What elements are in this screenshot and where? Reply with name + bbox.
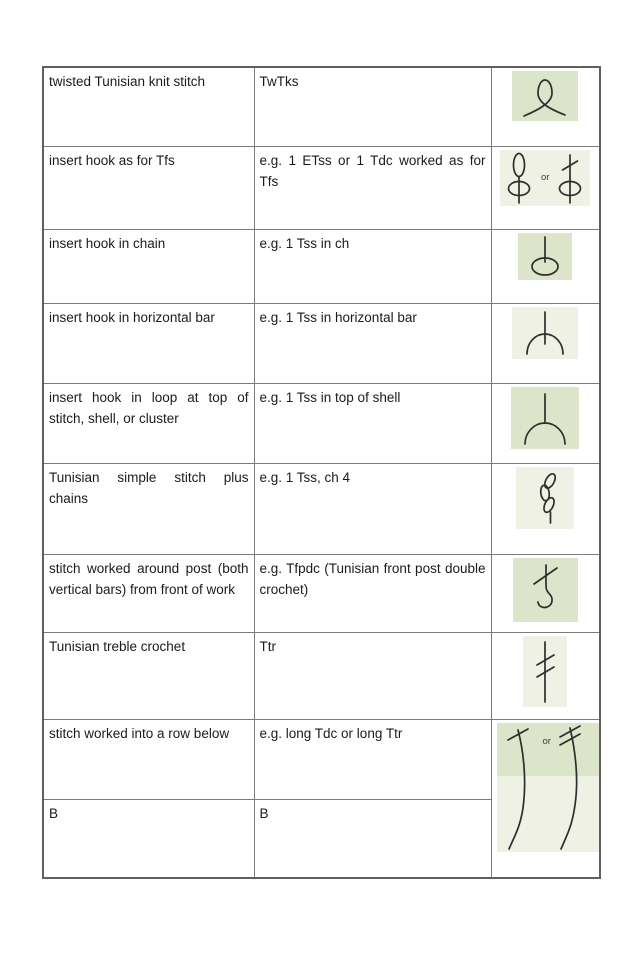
symbol-cell xyxy=(491,146,600,229)
term-cell: Tunisian treble crochet xyxy=(43,632,254,719)
tdc-icon xyxy=(553,150,587,206)
symbol-cell xyxy=(491,463,600,554)
example-cell: Ttr xyxy=(254,632,491,719)
tunisian-front-post-double-crochet-icon xyxy=(513,558,578,622)
example-cell: B xyxy=(254,799,491,878)
table-row xyxy=(43,632,600,719)
symbol-cell xyxy=(491,67,600,146)
symbol-cell xyxy=(491,383,600,463)
term-cell: insert hook in chain xyxy=(43,229,254,303)
or-label: or xyxy=(542,735,551,747)
example-cell: e.g. long Tdc or long Ttr xyxy=(254,719,491,799)
table-row xyxy=(43,719,600,799)
long-ttr-glyph xyxy=(560,726,580,849)
table-row xyxy=(43,146,600,229)
example-cell: e.g. 1 Tss, ch 4 xyxy=(254,463,491,554)
tss-in-chain-icon xyxy=(518,233,572,280)
tunisian-treble-crochet-icon xyxy=(523,636,567,707)
example-cell: TwTks xyxy=(254,67,491,146)
long-tdc-glyph xyxy=(508,729,528,849)
example-cell: e.g. 1 Tss in ch xyxy=(254,229,491,303)
table-row xyxy=(43,463,600,554)
twisted-tunisian-knit-stitch-icon xyxy=(512,71,578,121)
example-cell: e.g. 1 Tss in top of shell xyxy=(254,383,491,463)
tss-in-horizontal-bar-icon xyxy=(512,307,578,359)
table-row xyxy=(43,383,600,463)
example-cell: e.g. Tfpdc (Tunisian front post double crochet) xyxy=(254,554,491,632)
table-row xyxy=(43,67,600,146)
term-cell: B xyxy=(43,799,254,878)
symbol-cell xyxy=(491,229,600,303)
long-stitch-patch xyxy=(497,723,601,852)
term-cell: insert hook in loop at top of stitch, shell, or cluster xyxy=(43,383,254,463)
term-cell: stitch worked into a row below xyxy=(43,719,254,799)
tss-in-top-of-shell-icon xyxy=(511,387,579,449)
tss-plus-chains-icon xyxy=(516,467,574,529)
symbol-cell xyxy=(491,303,600,383)
table-row xyxy=(43,229,600,303)
term-cell: twisted Tunisian knit stitch xyxy=(43,67,254,146)
term-cell: Tunisian simple stitch plus chains xyxy=(43,463,254,554)
table-row xyxy=(43,554,600,632)
stitch-symbol-table xyxy=(42,66,601,879)
term-cell: insert hook as for Tfs xyxy=(43,146,254,229)
or-label: or xyxy=(541,171,550,183)
symbol-cell xyxy=(491,632,600,719)
etss-icon xyxy=(503,150,537,206)
example-cell: e.g. 1 ETss or 1 Tdc worked as for Tfs xyxy=(254,146,491,229)
symbol-cell-spanning xyxy=(491,719,600,878)
example-cell: e.g. 1 Tss in horizontal bar xyxy=(254,303,491,383)
term-cell: stitch worked around post (both vertical bars) from front of work xyxy=(43,554,254,632)
symbol-cell xyxy=(491,554,600,632)
table-row xyxy=(43,303,600,383)
term-cell: insert hook in horizontal bar xyxy=(43,303,254,383)
